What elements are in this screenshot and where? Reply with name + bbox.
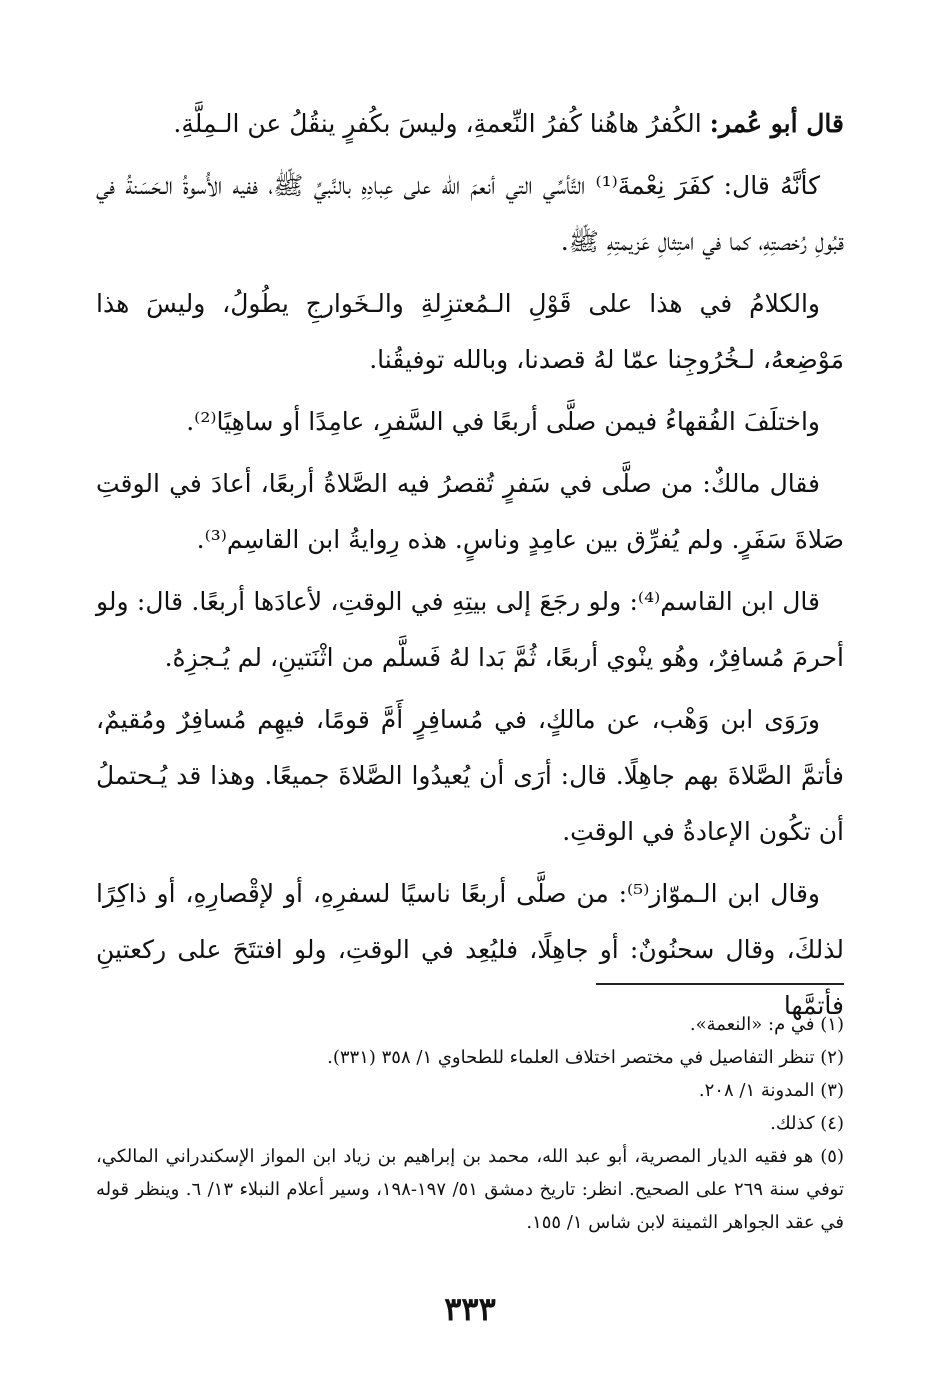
paragraph-8: وقال ابن الـموّاز⁽⁵⁾: من صلَّى أربعًا ناسيًا لسفرِهِ، أو لإقْصارِهِ، أو ذاكِرًا لذلكَ، وقال سحنُونٌ: أو جاهِلًا، فليُعِد في الوقتِ، ولو افتتَحَ على ركعتينِ فأتمَّها [96,879,844,1020]
footnote-5: (٥) هو فقيه الديار المصرية، أبو عبد الله، محمد بن إبراهيم بن زياد ابن المواز الإسكندراني المالكي، توفي سنة ٢٦٩ على الصحيح. انظر: تاريخ دمشق ٥١/ ١٩٧-١٩٨، وسير أعلام النبلاء ١٣/ ٦. وينظر قوله في عقد الجواهر الثمينة لابن شاس ١/ ١٥٥. [96,1146,844,1233]
footnote-1: (١) في م: «النعمة». [689,1014,844,1035]
footnote-4: (٤) كذلك. [770,1113,844,1134]
footnote-divider [596,983,844,985]
paragraph-4: واختلَفَ الفُقهاءُ فيمن صلَّى أربعًا في السَّفرِ، عامِدًا أو ساهِيًا⁽²⁾. [186,407,820,436]
footnote-3: (٣) المدونة ١/ ٢٠٨. [698,1080,844,1101]
paragraph-5: فقال مالكٌ: من صلَّى في سَفرٍ تُقصرُ فيه الصَّلاةُ أربعًا، أعادَ في الوقتِ صَلاةَ سَفَرٍ. ولم يُفرِّق بين عامِدٍ وناسٍ. هذه رِوايةُ ابن القاسِم⁽³⁾. [96,469,844,554]
paragraph-2: كأنَّهُ قال: كفَرَ نِعْمةَ⁽¹⁾ التَّأسِّي التي أنعمَ الله على عِبادِهِ بالنَّبيِّ ﷺ، ففيه الأُسوةُ الـحَسَنةُ في قبُولِ رُخصتِهِ، كما في امتِثالِ عَزيمتِهِ ﷺ. [96,171,844,256]
paragraph-6: قال ابن القاسم⁽⁴⁾: ولو رجَعَ إلى بيتِهِ في الوقتِ، لأعادَها أربعًا. قال: ولو أحرمَ مُسافِرٌ، وهُو ينْوي أربعًا، ثُمَّ بَدا لهُ فَسلَّم من اثْنَتينِ، لم يُـجزِهُ. [96,587,844,672]
footnotes-block [96,1008,844,1239]
footnote-2: (٢) تنظر التفاصيل في مختصر اختلاف العلماء للطحاوي ١/ ٣٥٨ (٣٣١). [327,1047,844,1068]
paragraph-3: والكلامُ في هذا على قَوْلِ الـمُعتزِلةِ والـخَوارجِ يطُولُ، وليسَ هذا مَوْضِعهُ، لـخُرُوجِنا عمّا لهُ قصدنا، وبالله توفيقُنا. [96,289,844,374]
paragraph-1 [96,96,844,152]
paragraph-1-text: الكُفرُ هاهُنا كُفرُ النِّعمةِ، وليسَ بكُفرٍ ينقُلُ عن الـمِلَّةِ. [173,109,710,138]
main-text-block [96,96,844,1040]
page-number: ٣٣٣ [444,1290,496,1328]
paragraph-1-lead: قال أبو عُمر: [709,109,844,138]
paragraph-7: ورَوَى ابن وَهْب، عن مالكٍ، في مُسافِرٍ أَمَّ قومًا، فيهِم مُسافِرٌ ومُقيمٌ، فأتمَّ الصَّلاةَ بهم جاهِلًا. قال: أرَى أن يُعيدُوا الصَّلاةَ جميعًا. وهذا قد يُـحتملُ أن تكُون الإعادةُ في الوقتِ. [96,705,844,846]
